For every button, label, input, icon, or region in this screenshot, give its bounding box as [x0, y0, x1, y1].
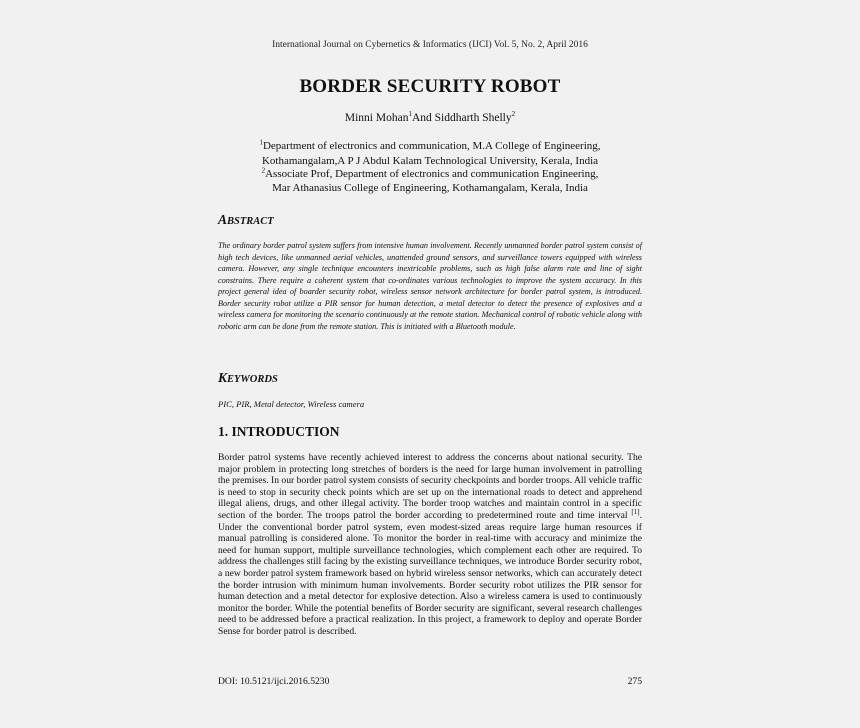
affiliation-2-line-1: [0, 168, 860, 182]
author-1-sup: 1: [408, 110, 412, 119]
introduction-text-part-2: . Under the conventional border patrol system, even modest-sized areas require large human resources if manual patrolling is considered alone. To monitor the border in real-time with accuracy and minimize the need for human support, multiple surveillance technologies, which complement each other are required. To address the challenges still facing by the existing surveillance techniques, we introduce Border security robot, a new border patrol system framework based on hybrid wireless sensor networks, which can accurately detect the border intrusion with minimum human involvements. Border security robot utilizes the PIR sensor for human detection and a metal detector for explosive detection. Also a wireless camera is used to continuously monitor the border. While the potential benefits of Border security are significant, several research challenges need to be addressed before a practical realization. In this project, a framework to deploy and operate Border Sense for border patrol is described.: [218, 509, 642, 637]
affiliation-1-line-1: [0, 140, 860, 154]
keywords-heading-cap: K: [218, 370, 228, 385]
abstract-text: The ordinary border patrol system suffers from intensive human involvement. Recently unmanned border patrol system consist of high tech devices, like unmanned aerial vehicles, unattended ground sensors, and surveillance towers equipped with wireless camera. However, any single technique encounters inextricable problems, such as high false alarm rate and line of sight constrains. There require a coherent system that co-ordinates various technologies to improve the system accuracy. In this project general idea of boarder security robot, wireless sensor network architecture for border patrol system, is introduced. Border security robot utilize a PIR sensor for human detection, a metal detector to detect the presence of explosives and a wireless camera for monitoring the scenario continuously at the remote station. Mechanical control of robotic vehicle along with robotic arm can be done from the remote station. This is initiated with a Bluetooth module.: [218, 241, 642, 331]
introduction-text: [218, 452, 642, 638]
affiliation-2-line-2: Mar Athanasius College of Engineering, Kothamangalam, Kerala, India: [272, 182, 588, 194]
affiliation-1-text: Department of electronics and communication, M.A College of Engineering,: [262, 140, 601, 152]
abstract-heading-rest: BSTRACT: [227, 216, 274, 227]
keywords-heading: [218, 370, 278, 386]
affiliation-1-line-2: Kothamangalam,A P J Abdul Kalam Technological University, Kerala, India: [261, 155, 599, 167]
page-number: 275: [627, 676, 642, 687]
author-2-sup: 2: [511, 110, 516, 119]
introduction-text-part-1: Border patrol systems have recently achieved interest to address the concerns about national security. The major problem in protecting long stretches of borders is the need for large human involvement in patrolling the premises. In our border patrol system consists of security checkpoints and border troops. All vehicle traffic is need to stop in security check points which are set up on the international roads to detect and apprehend illegal aliens, drugs, and other illegal activity. The border troop watches and maintain control in a specific section of the border. The troops patrol the border according to predetermined route and time interval: [218, 452, 642, 521]
running-head: International Journal on Cybernetics & Informatics (IJCI) Vol. 5, No. 2, April 2016: [272, 40, 588, 50]
abstract-heading-cap: A: [218, 212, 228, 227]
doi: DOI: 10.5121/ijci.2016.5230: [218, 676, 330, 687]
affiliation-1-sup: 1: [259, 138, 263, 147]
affiliation-2-text: Associate Prof, Department of electronics and communication Engineering,: [265, 168, 599, 180]
author-2: And Siddharth Shelly: [411, 112, 512, 124]
affiliation-2-sup: 2: [261, 166, 266, 175]
introduction-heading: 1. INTRODUCTION: [218, 424, 340, 439]
authors-line: [0, 112, 860, 124]
author-1: Minni Mohan: [344, 112, 409, 124]
abstract-heading: [218, 212, 274, 228]
paper-title: BORDER SECURITY ROBOT: [299, 76, 561, 97]
keywords-text: PIC, PIR, Metal detector, Wireless camera: [218, 399, 365, 409]
citation-ref: [1]: [631, 507, 640, 516]
keywords-heading-rest: EYWORDS: [227, 374, 278, 385]
